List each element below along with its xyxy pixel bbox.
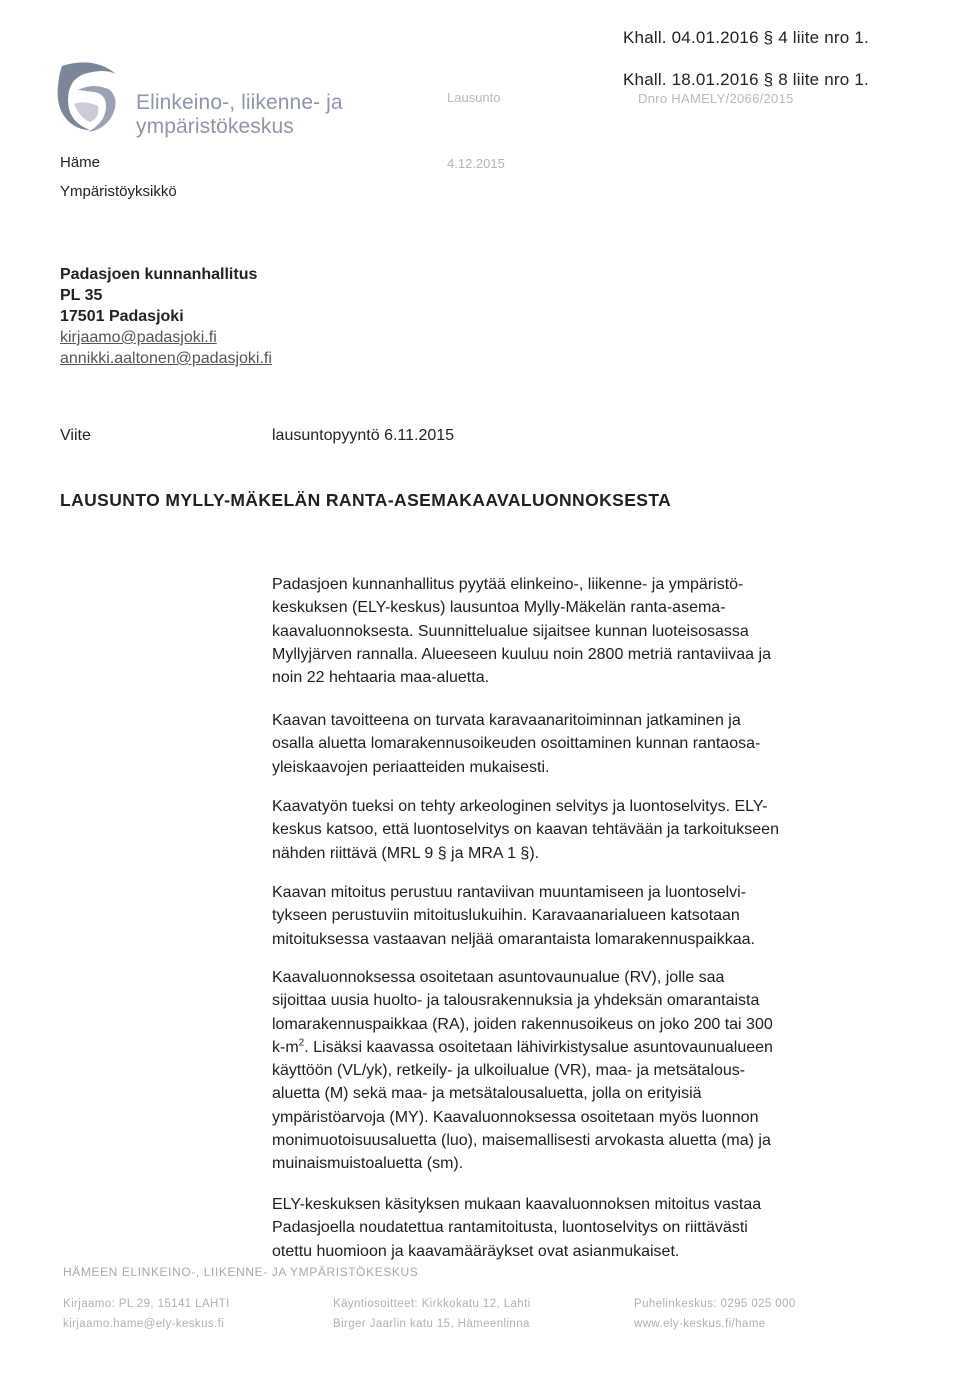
paragraph-line: monimuotoisuusaluetta (luo), maisemallisesti arvokasta aluetta (ma) ja: [272, 1132, 771, 1150]
paragraph-line: muinaismuistoaluetta (sm).: [272, 1155, 464, 1173]
paragraph-5: [272, 966, 837, 1176]
paragraph-2: [272, 709, 837, 779]
paragraph-line: mitoituksessa vastaavan neljää omarantaista lomarakennuspaikkaa.: [272, 930, 755, 948]
paragraph-line: käyttöön (VL/yk), retkeily- ja ulkoilualue (VR), maa- ja metsätalous-: [272, 1062, 746, 1080]
paragraph-line: lomarakennuspaikkaa (RA), joiden rakennusoikeus on joko 200 tai 300: [272, 1015, 773, 1033]
region-label: Häme: [60, 154, 101, 171]
paragraph-line: sijoittaa uusia huolto- ja talousrakennuksia ja yhdeksän omarantaista: [272, 992, 760, 1010]
paragraph-line: Kaavan tavoitteena on turvata karavaanaritoiminnan jatkaminen ja: [272, 712, 741, 729]
reference-value: lausuntopyyntö 6.11.2015: [272, 427, 455, 444]
superscript: 2: [298, 1037, 305, 1049]
recipient-name: Padasjoen kunnanhallitus: [60, 266, 258, 283]
paragraph-3: [272, 795, 837, 865]
paragraph-line-with-superscript: [272, 1036, 837, 1059]
ely-logo-icon: [54, 60, 124, 142]
footer-org: HÄMEEN ELINKEINO-, LIIKENNE- JA YMPÄRISTÖKESKUS: [63, 1265, 419, 1279]
paragraph-line: Myllyjärven rannalla. Alueeseen kuuluu noin 2800 metriä rantaviivaa ja: [272, 645, 771, 663]
recipient-email-1[interactable]: kirjaamo@padasjoki.fi: [60, 329, 217, 346]
paragraph-line: ympäristöarvoja (MY). Kaavaluonnoksessa osoitetaan myös luonnon: [272, 1108, 759, 1126]
paragraph-line: noin 22 hehtaaria maa-aluetta.: [272, 669, 490, 687]
paragraph-6: [272, 1193, 837, 1263]
paragraph-line: nähden riittävä (MRL 9 § ja MRA 1 §).: [272, 844, 540, 862]
recipient-email-2[interactable]: annikki.aaltonen@padasjoki.fi: [60, 350, 272, 367]
paragraph-line: Kaavaluonnoksessa osoitetaan asuntovaunualue (RV), jolle saa: [272, 969, 725, 986]
paragraph-line: keskuksen (ELY-keskus) lausuntoa Mylly-Mäkelän ranta-asema-: [272, 599, 726, 617]
paragraph-line: osalla aluetta lomarakennusoikeuden osoittaminen kunnan rantaosa-: [272, 735, 761, 753]
paragraph-line: keskus katsoo, että luontoselvitys on kaavan tehtävään ja tarkoitukseen: [272, 821, 779, 839]
paragraph-line: kaavaluonnoksesta. Suunnittelualue sijaitsee kunnan luoteisosassa: [272, 622, 749, 640]
footer-registry-email[interactable]: kirjaamo.hame@ely-keskus.fi: [63, 1318, 225, 1330]
paragraph-line: Kaavatyön tueksi on tehty arkeologinen selvitys ja luontoselvitys. ELY-: [272, 798, 768, 815]
document-number: Dnro HAMELY/2066/2015: [638, 91, 794, 106]
paragraph-4: [272, 881, 837, 951]
document-type: Lausunto: [447, 90, 501, 105]
paragraph-line: Padasjoella noudatettua rantamitoitusta, luontoselvitys on riittävästi: [272, 1219, 748, 1237]
reference-label: Viite: [60, 427, 91, 444]
paragraph-line: Kaavan mitoitus perustuu rantaviivan muuntamiseen ja luontoselvi-: [272, 884, 747, 901]
document-title: LAUSUNTO MYLLY-MÄKELÄN RANTA-ASEMAKAAVALUONNOKSESTA: [60, 490, 672, 510]
recipient-po-box: PL 35: [60, 287, 103, 304]
recipient-postal: 17501 Padasjoki: [60, 308, 184, 325]
footer-visiting-address-1: Käyntiosoitteet: Kirkkokatu 12, Lahti: [333, 1298, 531, 1310]
footer-registry-address: Kirjaamo: PL 29, 15141 LAHTI: [63, 1298, 230, 1310]
org-name-line1: Elinkeino-, liikenne- ja: [136, 91, 343, 114]
unit-text: k-m: [272, 1038, 299, 1056]
org-name-line2: ympäristökeskus: [136, 115, 294, 138]
paragraph-1: [272, 573, 837, 689]
board-stamp-2: Khall. 18.01.2016 § 8 liite nro 1.: [623, 70, 869, 89]
board-stamp-1: Khall. 04.01.2016 § 4 liite nro 1.: [623, 28, 869, 47]
paragraph-line: tykseen perustuviin mitoituslukuihin. Karavaanarialueen katsotaan: [272, 907, 740, 925]
unit-label: Ympäristöyksikkö: [60, 183, 177, 200]
paragraph-line: aluetta (M) sekä maa- ja metsätalousaluetta, jolla on erityisiä: [272, 1085, 702, 1103]
paragraph-line: ELY-keskuksen käsityksen mukaan kaavaluonnoksen mitoitus vastaa: [272, 1196, 762, 1213]
footer-visiting-address-2: Birger Jaarlin katu 15, Hämeenlinna: [333, 1318, 530, 1330]
paragraph-line: yleiskaavojen periaatteiden mukaisesti.: [272, 758, 550, 776]
paragraph-line: Padasjoen kunnanhallitus pyytää elinkeino-, liikenne- ja ympäristö-: [272, 576, 744, 593]
footer-website[interactable]: www.ely-keskus.fi/hame: [634, 1318, 766, 1330]
line-text: . Lisäksi kaavassa osoitetaan lähivirkistysalue asuntovaunualueen: [304, 1038, 773, 1056]
footer-phone: Puhelinkeskus: 0295 025 000: [634, 1298, 796, 1310]
paragraph-line: otettu huomioon ja kaavamääräykset ovat asianmukaiset.: [272, 1242, 680, 1260]
document-date: 4.12.2015: [447, 156, 505, 171]
